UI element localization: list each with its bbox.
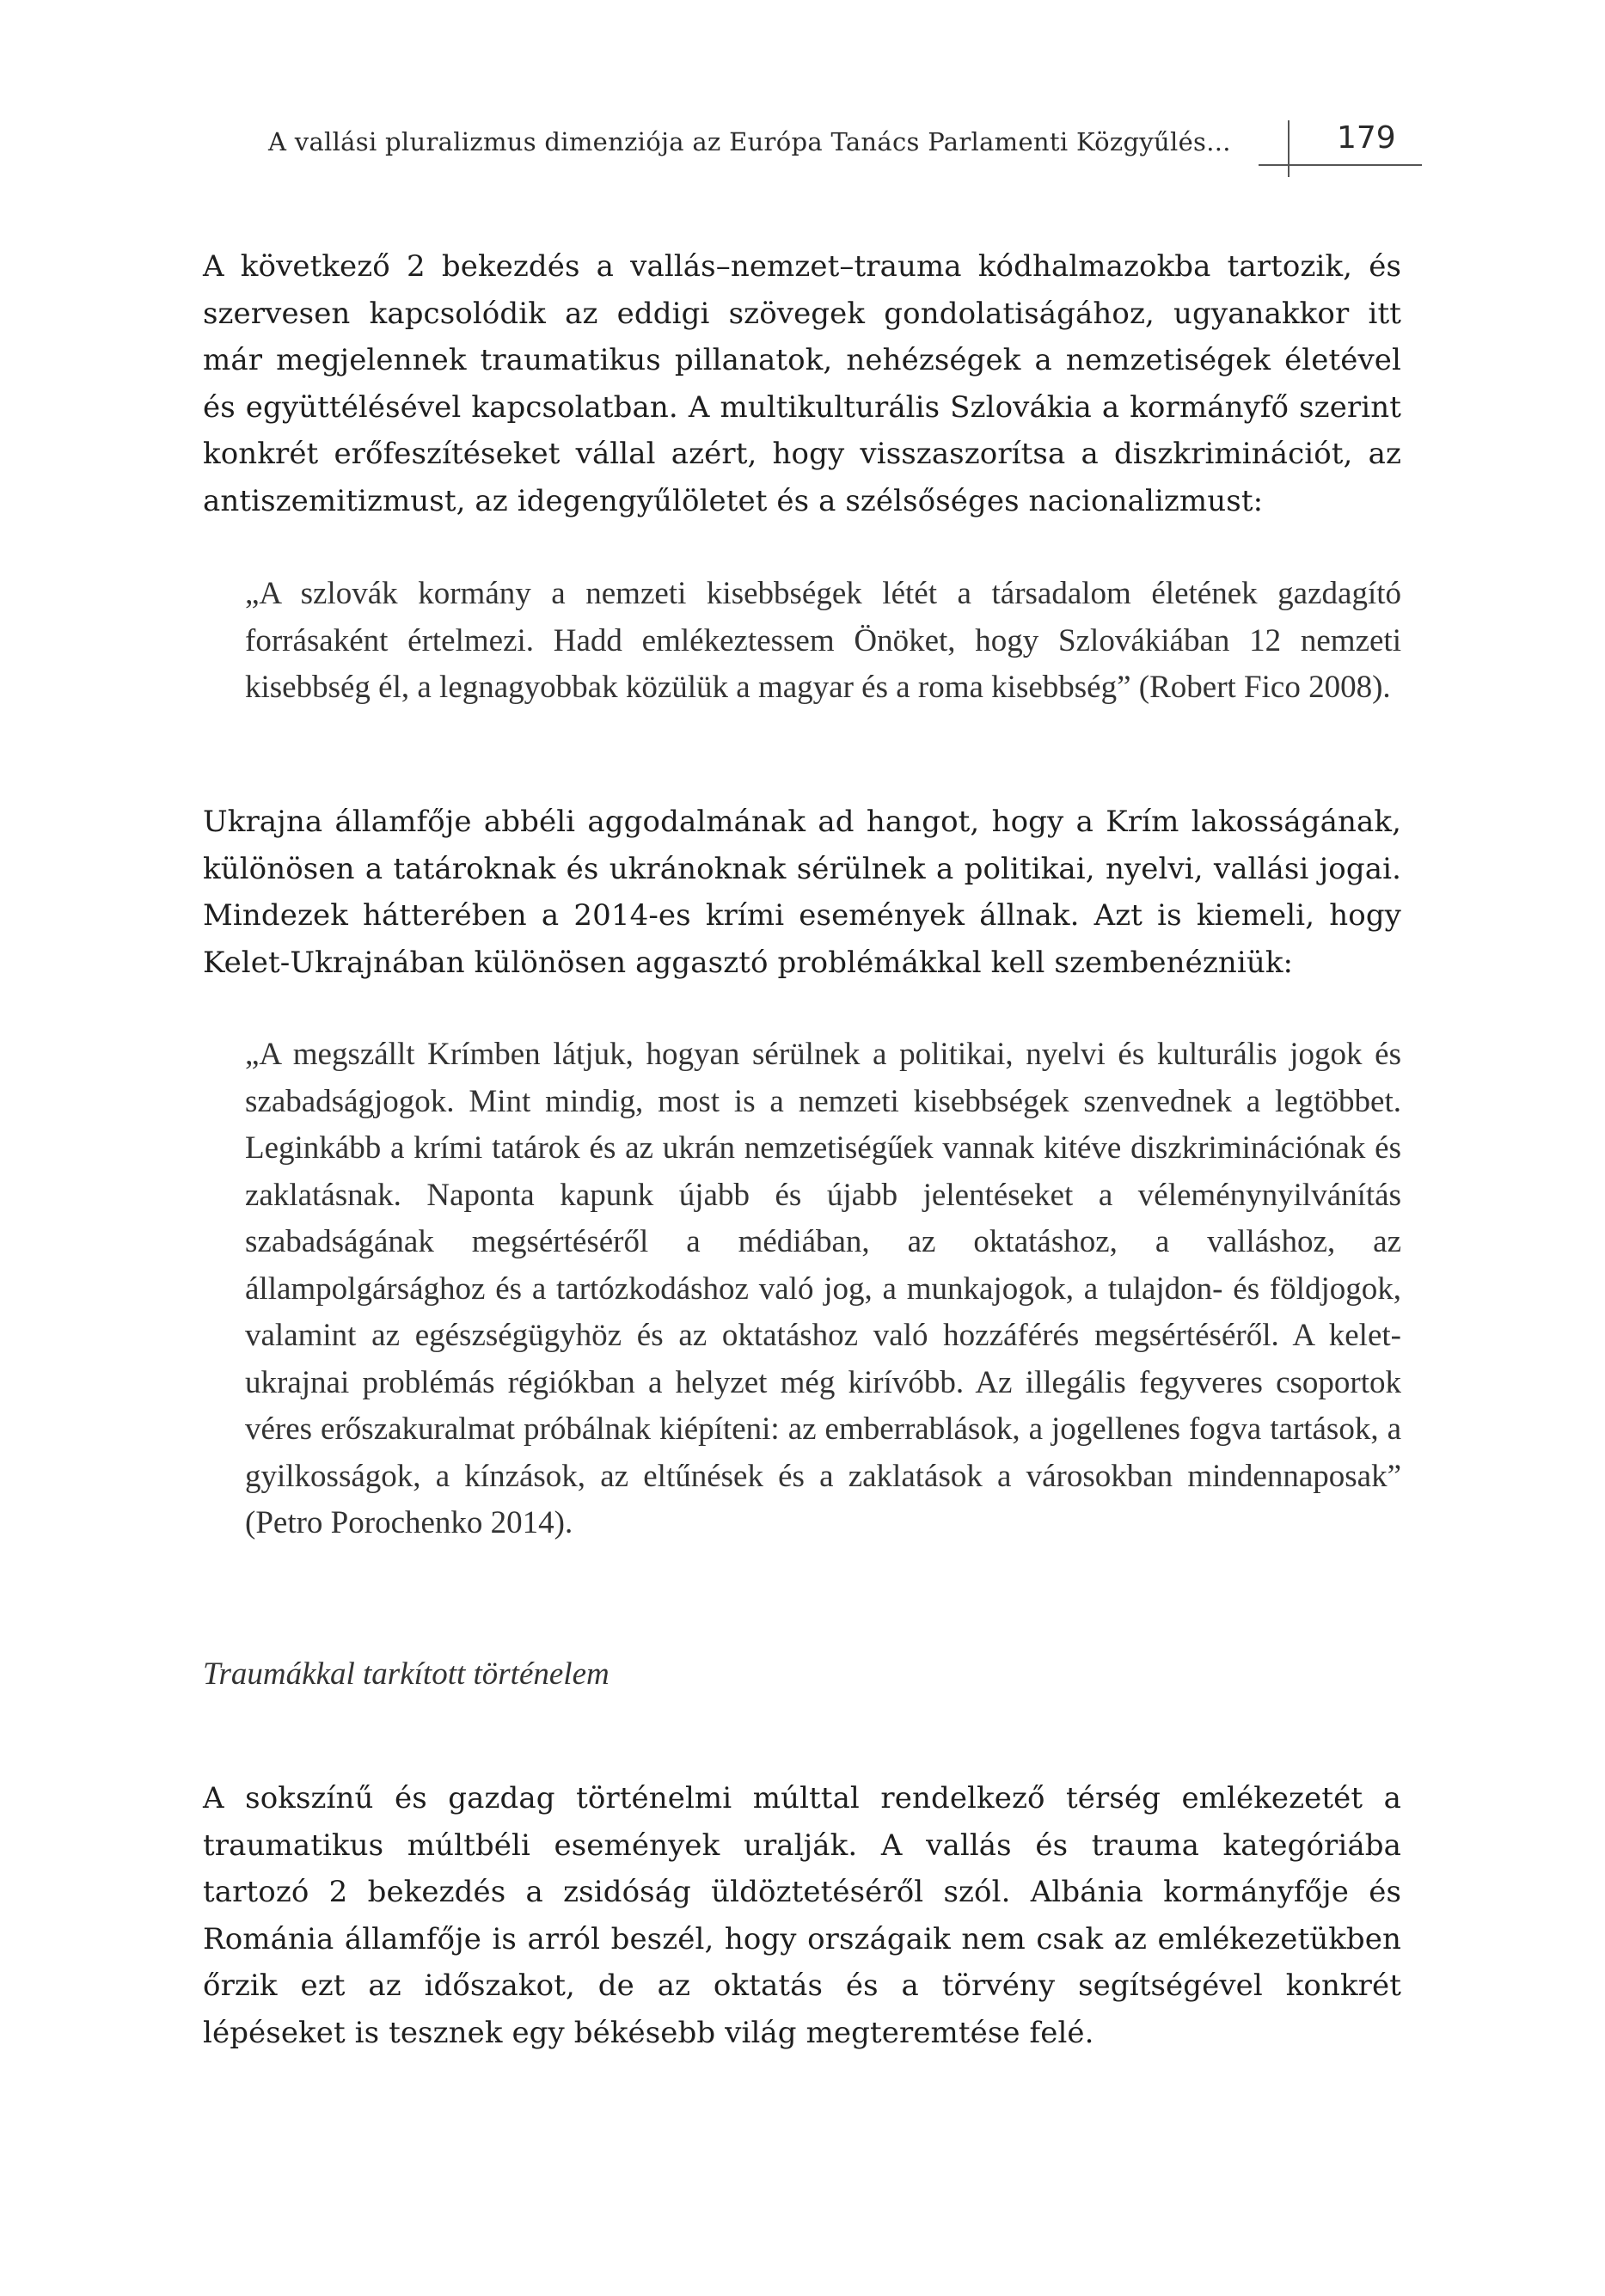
body-paragraph-3: A sokszínű és gazdag történelmi múlttal rendelkező térség emlékezetét a traumatikus múltbéli események uralják. A vallás és trauma kategóriába tartozó 2 bekezdés a zsidóság üldöztetéséről szól. Albánia kormányfője és Románia államfője is arról beszél, hogy országaik nem csak az emlékezetükben őrzik ezt az időszakot, de az oktatás és a törvény segítségével konkrét lépéseket is tesznek egy békésebb világ megteremtése felé. xyxy=(203,1781,1401,2050)
page-number: 179 xyxy=(1337,120,1396,156)
section-heading: Traumákkal tarkított történelem xyxy=(203,1656,610,1692)
block-quote-fico: „A szlovák kormány a nemzeti kisebbségek létét a társadalom életének gazdagító forrásaként értelmezi. Hadd emlékeztessem Önöket, hogy Szlovákiában 12 nemzeti kisebbség él, a legnagyobbak közülük a magyar és a roma kisebbség” (Robert Fico 2008). xyxy=(245,576,1401,705)
header-vertical-rule xyxy=(1288,120,1290,177)
body-paragraph-2: Ukrajna államfője abbéli aggodalmának ad hangot, hogy a Krím lakosságának, különösen a tatároknak és ukránoknak sérülnek a politikai, nyelvi, vallási jogai. Mindezek hátterében a 2014-es krími események állnak. Azt is kiemeli, hogy Kelet-Ukrajnában különösen aggasztó problémákkal kell szembenézniük: xyxy=(203,805,1401,980)
page-header xyxy=(0,120,1605,181)
header-horizontal-rule xyxy=(1259,164,1422,166)
running-head: A vallási pluralizmus dimenziója az Európa Tanács Parlamenti Közgyűlés... xyxy=(268,127,1231,156)
block-quote-porochenko: „A megszállt Krímben látjuk, hogyan sérülnek a politikai, nyelvi és kulturális jogok és szabadságjogok. Mint mindig, most is a nemzeti kisebbségek szenvednek a legtöbbet. Leginkább a krími tatárok és az ukrán nemzetiségűek vannak kitéve diszkriminációnak és zaklatásnak. Naponta kapunk újabb és újabb jelentéseket a véleménynyilvánítás szabadságának megsértéséről a médiában, az oktatáshoz, a valláshoz, az állampolgársághoz és a tartózkodáshoz való jog, a munkajogok, a tulajdon- és földjogok, valamint az egészségügyhöz és az oktatáshoz való hozzáférés megsértéséről. A kelet-ukrajnai problémás régiókban a helyzet még kirívóbb. Az illegális fegyveres csoportok véres erőszakuralmat próbálnak kiépíteni: az emberrablások, a jogellenes fogva tartások, a gyilkosságok, a kínzások, az eltűnések és a zaklatások a városokban mindennaposak” (Petro Porochenko 2014). xyxy=(245,1037,1401,1540)
body-paragraph-1: A következő 2 bekezdés a vallás–nemzet–trauma kódhalmazokba tartozik, és szervesen kapcsolódik az eddigi szövegek gondolatiságához, ugyanakkor itt már megjelennek traumatikus pillanatok, nehézségek a nemzetiségek életével és együttélésével kapcsolatban. A multikulturális Szlovákia a kormányfő szerint konkrét erőfeszítéseket vállal azért, hogy visszaszorítsa a diszkriminációt, az antiszemitizmust, az idegengyűlöletet és a szélsőséges nacionalizmust: xyxy=(203,249,1401,518)
